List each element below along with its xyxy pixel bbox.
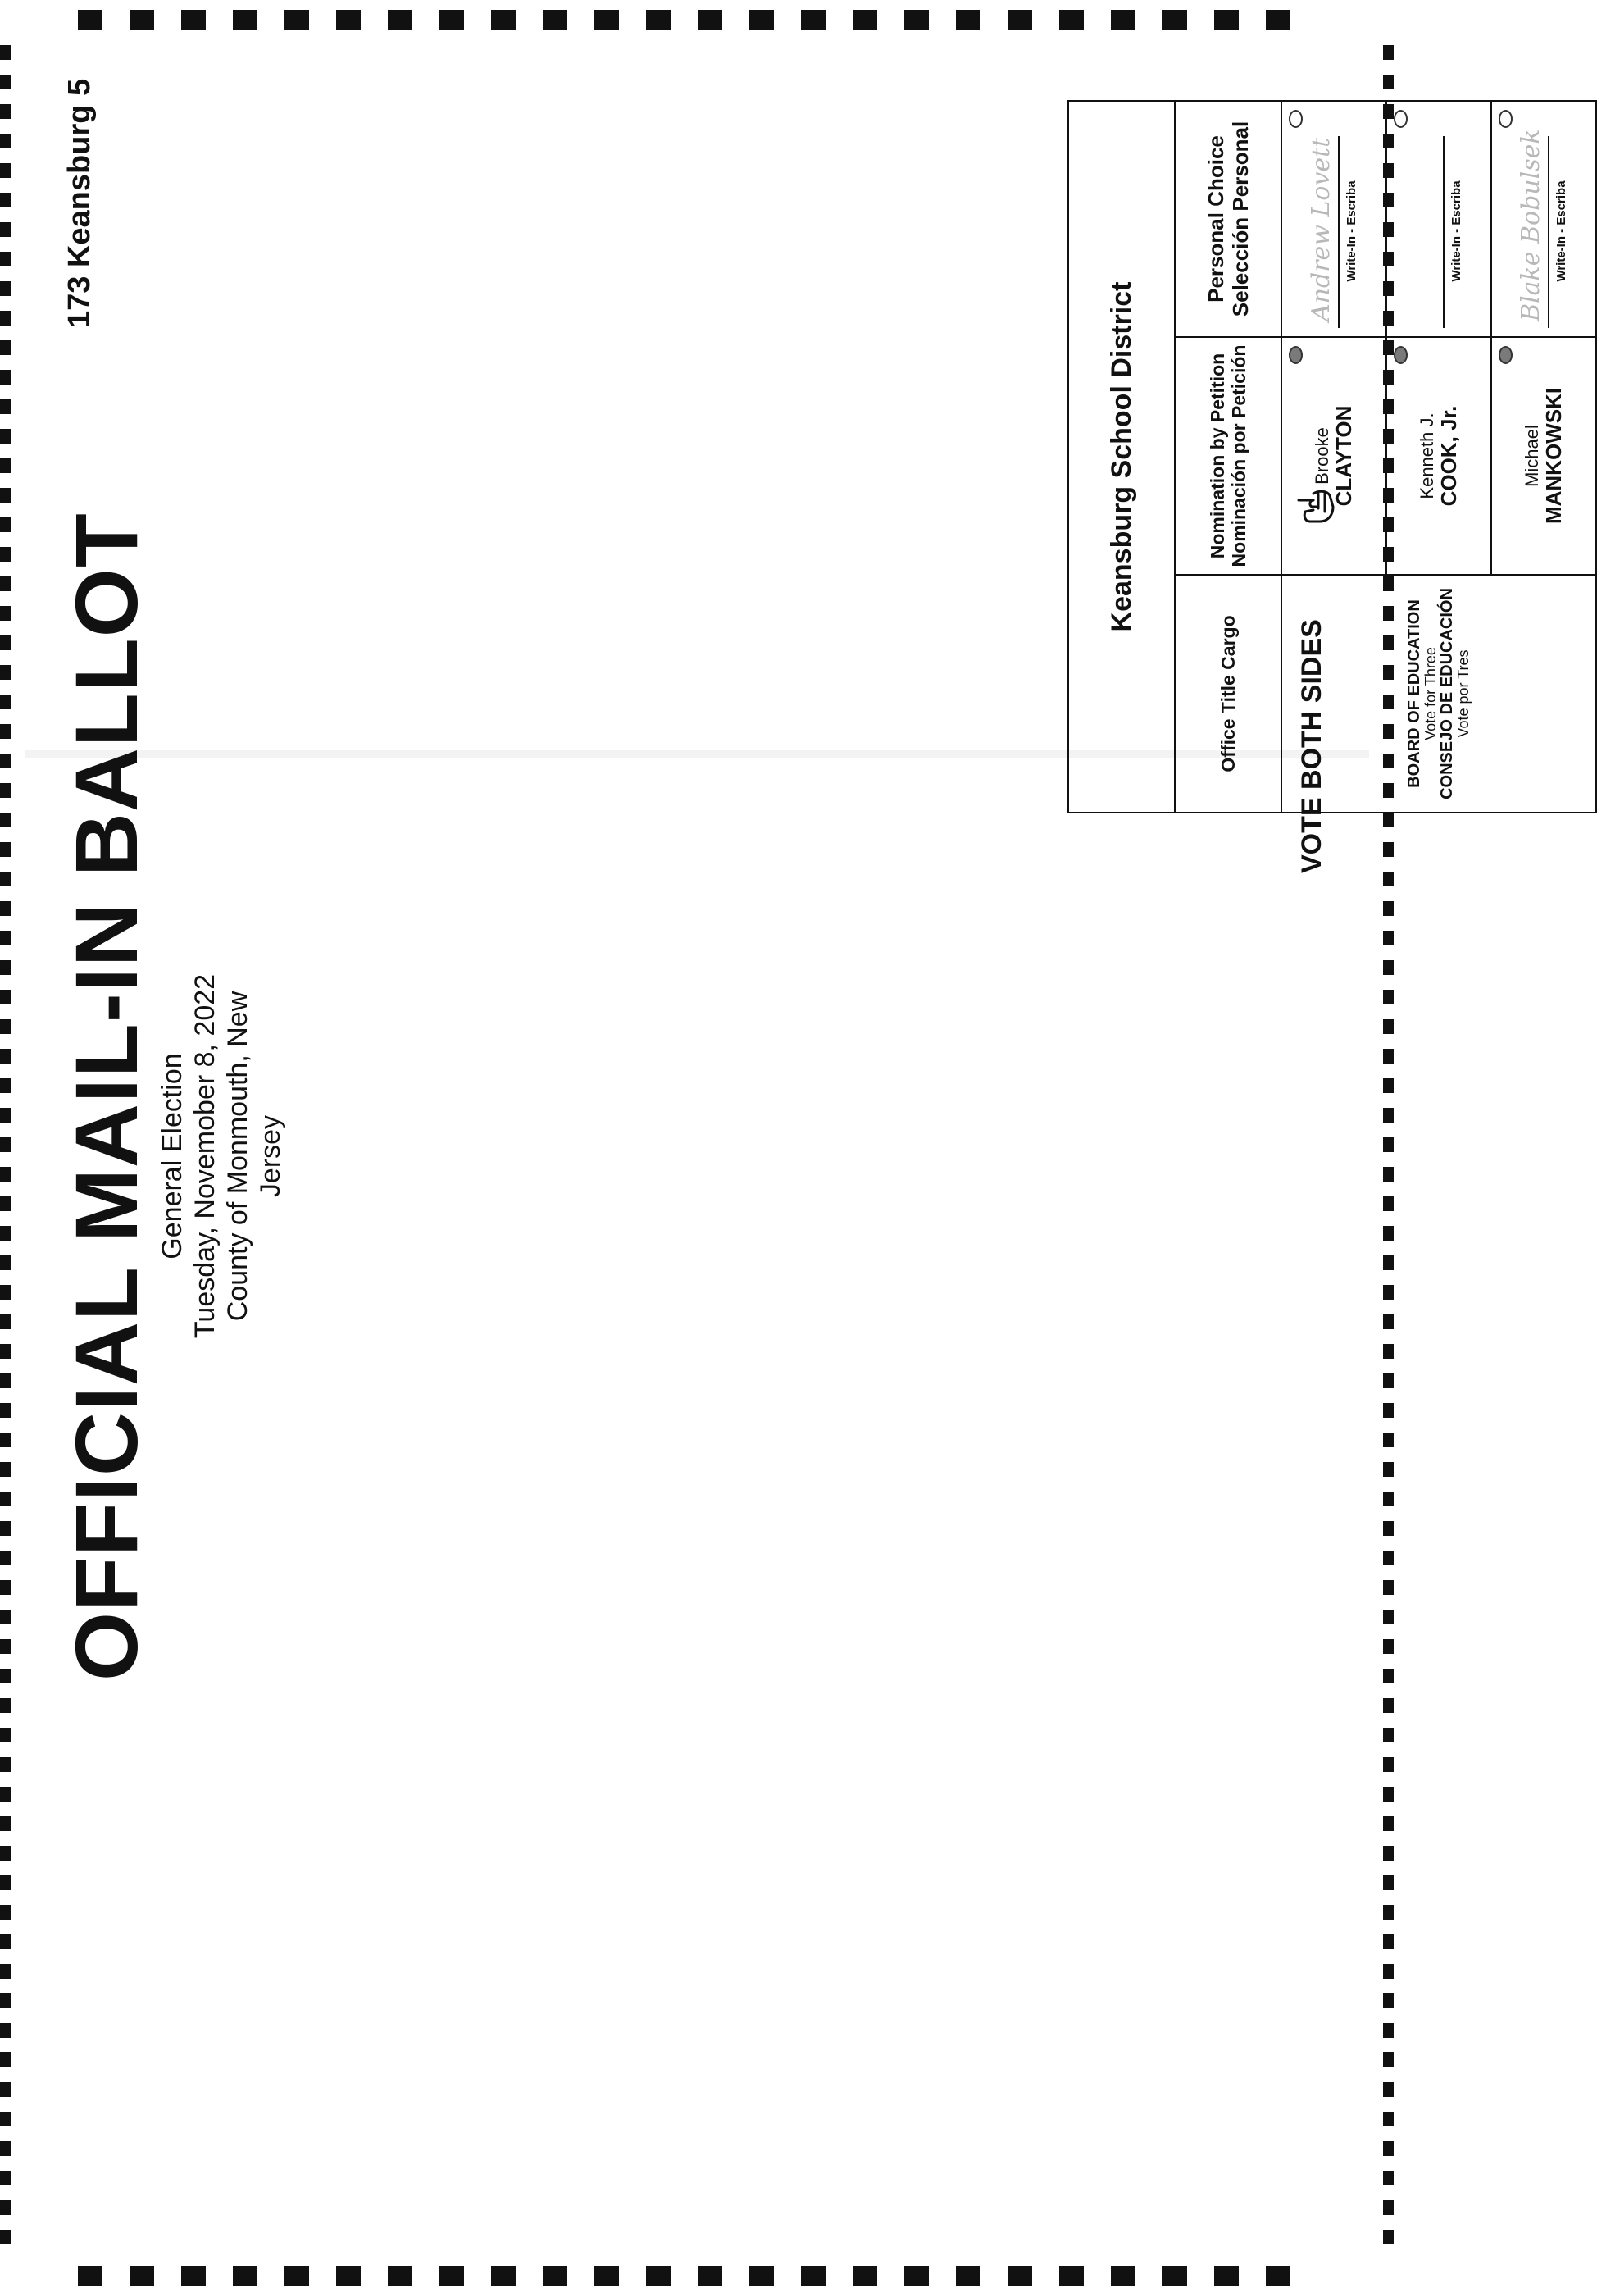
timing-mark <box>801 10 826 30</box>
timing-mark <box>0 281 11 296</box>
timing-mark <box>1266 10 1290 30</box>
header-nomination: Nomination by Petition Nominación por Petición <box>1176 336 1281 574</box>
timing-mark <box>233 2266 257 2286</box>
candidate-first-name: Michael <box>1522 425 1542 487</box>
district-title: Keansburg School District <box>1069 102 1176 812</box>
vote-count-en: Vote for Three <box>1422 647 1439 740</box>
timing-mark <box>0 311 11 326</box>
timing-mark <box>853 10 877 30</box>
candidate-first-name: Kenneth J. <box>1417 412 1437 499</box>
timing-mark <box>491 10 516 30</box>
timing-mark <box>0 2023 11 2038</box>
timing-mark <box>0 1374 11 1388</box>
timing-mark <box>1383 1196 1394 1211</box>
timing-mark <box>1383 842 1394 857</box>
timing-mark <box>0 104 11 119</box>
timing-mark <box>388 2266 412 2286</box>
office-name-es: CONSEJO DE EDUCACIÓN <box>1438 588 1456 800</box>
timing-mark <box>1383 1698 1394 1713</box>
timing-mark <box>0 695 11 709</box>
header-office: Office Title Cargo <box>1176 574 1281 812</box>
timing-mark <box>0 370 11 385</box>
timing-mark <box>1162 10 1187 30</box>
timing-mark <box>0 1492 11 1506</box>
timing-mark <box>1383 1728 1394 1742</box>
timing-mark <box>1059 2266 1084 2286</box>
vote-count-es: Vote por Tres <box>1455 649 1472 738</box>
timing-mark <box>1383 872 1394 886</box>
timing-mark <box>1383 960 1394 975</box>
timing-mark <box>904 2266 929 2286</box>
timing-mark <box>0 842 11 857</box>
timing-mark <box>0 1905 11 1920</box>
timing-mark <box>1383 1374 1394 1388</box>
candidate-cell <box>1282 336 1385 574</box>
write-in-label: Write-In - Escriba <box>1344 180 1358 282</box>
timing-mark <box>1111 10 1135 30</box>
write-in-cell <box>1492 102 1595 336</box>
timing-mark <box>0 1285 11 1300</box>
timing-mark <box>0 576 11 591</box>
office-title <box>1282 574 1595 812</box>
election-county: County of Monmouth, New Jersey <box>222 991 286 1322</box>
timing-mark <box>0 1078 11 1093</box>
timing-mark <box>0 517 11 532</box>
timing-mark <box>1383 1167 1394 1182</box>
candidate-first-name: Brooke <box>1312 427 1332 485</box>
timing-mark <box>1214 2266 1239 2286</box>
write-in-cell <box>1387 102 1490 336</box>
timing-mark <box>801 2266 826 2286</box>
timing-mark <box>698 10 722 30</box>
timing-mark <box>491 2266 516 2286</box>
timing-mark <box>0 193 11 207</box>
timing-mark <box>1383 1816 1394 1831</box>
timing-mark <box>1383 1787 1394 1802</box>
timing-mark <box>0 1639 11 1654</box>
timing-mark <box>1383 2230 1394 2244</box>
timing-mark <box>0 1521 11 1536</box>
timing-mark <box>78 10 102 30</box>
timing-mark <box>0 754 11 768</box>
timing-mark <box>0 1433 11 1447</box>
timing-mark <box>1383 813 1394 827</box>
timing-mark <box>130 2266 154 2286</box>
candidate-last-name: MANKOWSKI <box>1541 387 1566 525</box>
timing-mark <box>956 2266 980 2286</box>
timing-mark <box>543 10 567 30</box>
write-in-cell <box>1282 102 1385 336</box>
timing-mark <box>1383 901 1394 916</box>
write-in-label: Write-In - Escriba <box>1449 180 1463 282</box>
table-header <box>1176 102 1282 812</box>
timing-mark <box>1059 10 1084 30</box>
timing-mark <box>284 10 309 30</box>
timing-mark <box>646 10 671 30</box>
timing-mark <box>0 1255 11 1270</box>
timing-mark <box>439 10 464 30</box>
timing-mark <box>1383 1108 1394 1123</box>
timing-mark <box>1162 2266 1187 2286</box>
vote-bubble[interactable] <box>1289 346 1303 364</box>
timing-mark <box>0 2082 11 2097</box>
vote-both-sides: VOTE BOTH SIDES <box>1296 619 1327 873</box>
timing-mark <box>1383 990 1394 1004</box>
timing-mark <box>0 340 11 355</box>
timing-mark <box>0 2230 11 2244</box>
timing-mark <box>0 1551 11 1565</box>
timing-mark <box>0 399 11 414</box>
timing-mark <box>1383 1610 1394 1624</box>
timing-mark <box>0 75 11 89</box>
timing-mark <box>0 1698 11 1713</box>
timing-mark <box>1383 1492 1394 1506</box>
write-in-bubble[interactable] <box>1289 110 1303 128</box>
timing-mark <box>0 134 11 148</box>
timing-mark <box>1383 2141 1394 2156</box>
timing-mark <box>0 488 11 503</box>
timing-mark <box>543 2266 567 2286</box>
timing-mark <box>594 2266 619 2286</box>
timing-mark <box>336 2266 361 2286</box>
timing-mark <box>904 10 929 30</box>
timing-mark <box>1383 75 1394 89</box>
timing-mark <box>0 252 11 266</box>
precinct-label: 173 Keansburg 5 <box>62 78 97 328</box>
timing-mark <box>1383 1049 1394 1064</box>
timing-mark <box>0 2112 11 2126</box>
timing-mark <box>1383 1669 1394 1683</box>
timing-mark <box>1383 1314 1394 1329</box>
ballot-title: OFFICIAL MAIL-IN BALLOT <box>57 512 156 1681</box>
timing-mark <box>1266 2266 1290 2286</box>
timing-mark <box>0 813 11 827</box>
timing-mark <box>1383 2112 1394 2126</box>
timing-mark <box>130 10 154 30</box>
timing-mark <box>0 1108 11 1123</box>
table-row <box>1492 102 1595 574</box>
timing-mark <box>181 2266 206 2286</box>
timing-mark <box>1383 931 1394 945</box>
timing-mark <box>0 1610 11 1624</box>
election-info <box>156 959 287 1353</box>
timing-mark <box>1383 1433 1394 1447</box>
timing-mark <box>1383 2023 1394 2038</box>
timing-mark <box>1383 1521 1394 1536</box>
timing-mark <box>0 2052 11 2067</box>
timing-mark <box>1383 1905 1394 1920</box>
write-in-label: Write-In - Escriba <box>1554 180 1568 282</box>
timing-mark <box>1383 45 1394 60</box>
timing-mark <box>439 2266 464 2286</box>
table-row <box>1282 102 1387 574</box>
timing-mark <box>0 1728 11 1742</box>
timing-mark <box>1383 1964 1394 1979</box>
timing-mark <box>0 1344 11 1359</box>
timing-mark <box>0 1993 11 2008</box>
candidate-cell <box>1492 336 1595 574</box>
write-in-line[interactable] <box>1548 136 1549 328</box>
timing-mark <box>0 163 11 178</box>
timing-mark <box>0 1875 11 1890</box>
timing-mark <box>1383 1580 1394 1595</box>
timing-mark <box>1383 1019 1394 1034</box>
timing-mark <box>0 458 11 473</box>
timing-mark <box>1383 2082 1394 2097</box>
candidate-cell <box>1387 336 1490 574</box>
vote-bubble[interactable] <box>1499 346 1513 364</box>
timing-mark <box>0 222 11 237</box>
timing-mark <box>0 45 11 60</box>
timing-mark <box>0 1019 11 1034</box>
write-in-line[interactable] <box>1338 136 1340 328</box>
timing-mark <box>594 10 619 30</box>
timing-mark <box>233 10 257 30</box>
timing-mark <box>1383 1551 1394 1565</box>
timing-mark <box>1008 2266 1032 2286</box>
timing-mark <box>1383 1403 1394 1418</box>
timing-mark <box>284 2266 309 2286</box>
election-type: General Election <box>157 1053 188 1260</box>
write-in-line[interactable] <box>1443 136 1445 328</box>
timing-mark <box>853 2266 877 2286</box>
candidate-last-name: COOK, Jr. <box>1436 405 1461 507</box>
timing-mark <box>1383 1846 1394 1861</box>
timing-mark <box>749 2266 774 2286</box>
timing-mark <box>1383 1226 1394 1241</box>
timing-mark <box>1383 1934 1394 1949</box>
timing-mark <box>0 1137 11 1152</box>
timing-mark <box>1383 1285 1394 1300</box>
timing-mark <box>0 990 11 1004</box>
timing-mark <box>0 1167 11 1182</box>
contest-table <box>1067 100 1597 813</box>
timing-mark <box>0 1669 11 1683</box>
timing-mark <box>698 2266 722 2286</box>
timing-mark <box>1383 1137 1394 1152</box>
timing-mark <box>1383 2052 1394 2067</box>
timing-mark <box>0 901 11 916</box>
timing-mark <box>1383 1344 1394 1359</box>
timing-mark <box>181 10 206 30</box>
write-in-handwriting: Blake Bobulsek <box>1517 129 1545 321</box>
office-name-en: BOARD OF EDUCATION <box>1405 599 1423 788</box>
timing-mark <box>0 665 11 680</box>
vote-bubble[interactable] <box>1394 346 1408 364</box>
timing-mark <box>1383 1757 1394 1772</box>
timing-mark <box>0 1846 11 1861</box>
timing-mark <box>0 960 11 975</box>
timing-mark <box>336 10 361 30</box>
timing-mark <box>0 1314 11 1329</box>
timing-mark <box>0 931 11 945</box>
timing-mark <box>0 2141 11 2156</box>
write-in-bubble[interactable] <box>1394 110 1408 128</box>
timing-mark <box>1008 10 1032 30</box>
timing-mark <box>1383 1875 1394 1890</box>
timing-mark <box>1111 2266 1135 2286</box>
timing-mark <box>0 547 11 562</box>
timing-mark <box>78 2266 102 2286</box>
timing-mark <box>1383 1255 1394 1270</box>
timing-mark <box>646 2266 671 2286</box>
header-personal-choice: Personal Choice Selección Personal <box>1203 121 1253 317</box>
timing-mark <box>388 10 412 30</box>
timing-mark <box>0 636 11 650</box>
timing-mark <box>956 10 980 30</box>
timing-mark <box>749 10 774 30</box>
timing-mark <box>0 2200 11 2215</box>
timing-mark <box>1383 1993 1394 2008</box>
timing-mark <box>0 1462 11 1477</box>
candidate-last-name: CLAYTON <box>1331 405 1356 507</box>
timing-mark <box>0 872 11 886</box>
timing-mark <box>0 724 11 739</box>
timing-mark <box>1383 1078 1394 1093</box>
election-date: Tuesday, Novemober 8, 2022 <box>189 973 221 1339</box>
timing-mark <box>0 1964 11 1979</box>
timing-mark <box>0 2171 11 2185</box>
timing-mark <box>0 1403 11 1418</box>
timing-mark <box>0 1934 11 1949</box>
timing-mark <box>0 1757 11 1772</box>
timing-mark <box>1214 10 1239 30</box>
timing-mark <box>0 1226 11 1241</box>
timing-mark <box>1383 1462 1394 1477</box>
write-in-handwriting: Andrew Lovett <box>1307 137 1335 321</box>
timing-mark <box>0 1816 11 1831</box>
timing-mark <box>0 1580 11 1595</box>
timing-mark <box>1383 2200 1394 2215</box>
write-in-bubble[interactable] <box>1499 110 1513 128</box>
timing-mark <box>1383 2171 1394 2185</box>
timing-mark <box>0 1196 11 1211</box>
timing-mark <box>0 1049 11 1064</box>
timing-mark <box>1383 1639 1394 1654</box>
timing-mark <box>0 429 11 444</box>
timing-mark <box>0 606 11 621</box>
table-row <box>1387 102 1492 574</box>
timing-mark <box>0 783 11 798</box>
timing-mark <box>0 1787 11 1802</box>
